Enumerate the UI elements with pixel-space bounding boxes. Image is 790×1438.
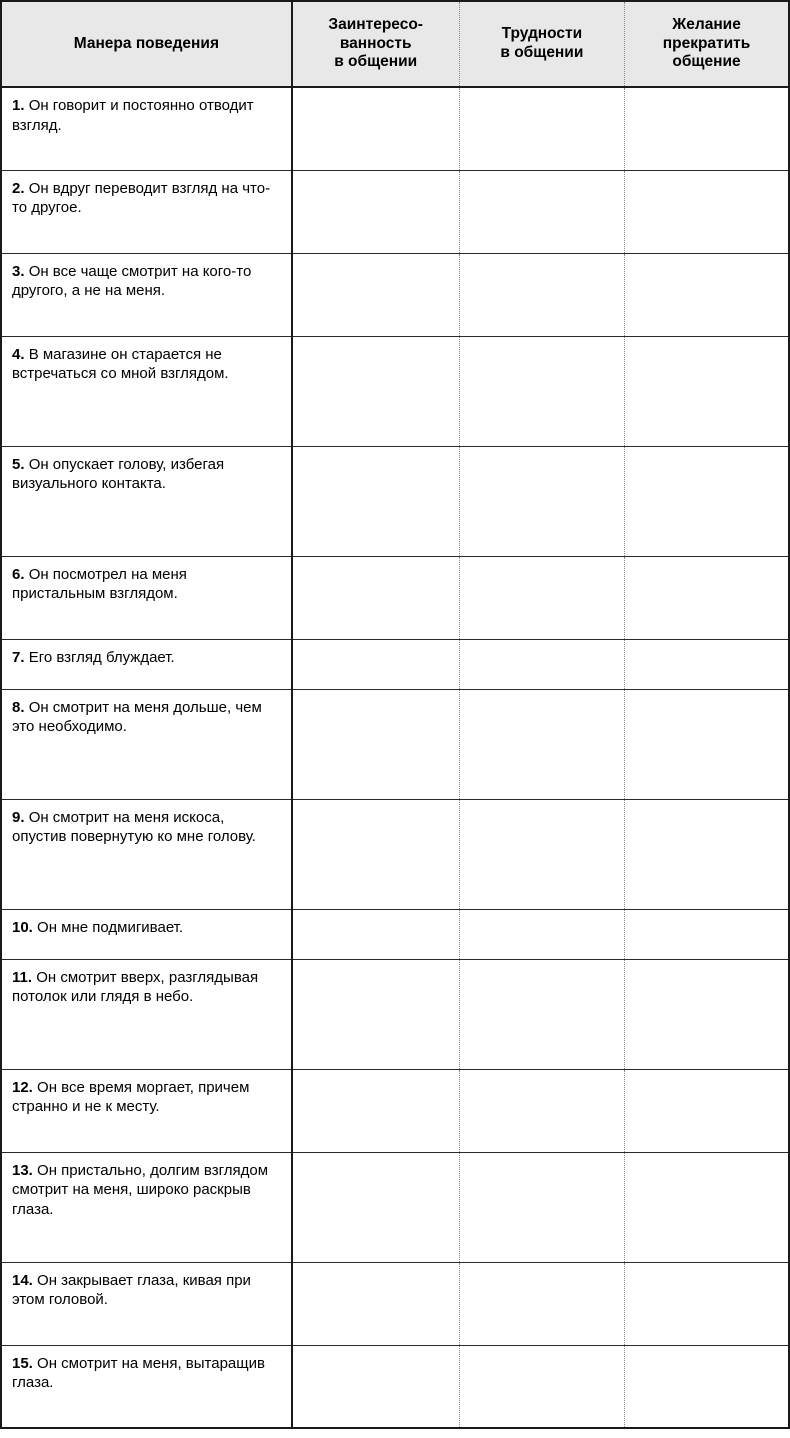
answer-cell-2[interactable] — [459, 170, 624, 253]
behaviour-item-cell — [1, 639, 292, 689]
table-row — [1, 556, 789, 639]
answer-cell-3[interactable] — [625, 1262, 789, 1345]
item-text: Он все чаще смотрит на кого-то другого, а не на меня. — [12, 262, 252, 299]
item-number: 12. — [12, 1078, 33, 1096]
answer-cell-2[interactable] — [459, 909, 624, 959]
item-text: Он смотрит на меня искоса, опустив повернутую ко мне голову. — [12, 808, 256, 845]
item-number: 6. — [12, 565, 25, 583]
answer-cell-1[interactable] — [292, 1069, 459, 1152]
table-head — [1, 1, 789, 87]
answer-cell-3[interactable] — [625, 253, 789, 336]
item-text: Он смотрит на меня, вытаращив глаза. — [12, 1354, 265, 1391]
table-row — [1, 1152, 789, 1262]
answer-cell-2[interactable] — [459, 446, 624, 556]
behaviour-item-cell — [1, 1069, 292, 1152]
answer-cell-3[interactable] — [625, 1152, 789, 1262]
answer-cell-1[interactable] — [292, 689, 459, 799]
table-row — [1, 1345, 789, 1428]
table-row — [1, 909, 789, 959]
answer-cell-2[interactable] — [459, 1069, 624, 1152]
answer-cell-2[interactable] — [459, 799, 624, 909]
behaviour-item-cell — [1, 799, 292, 909]
table-row — [1, 1069, 789, 1152]
answer-cell-3[interactable] — [625, 959, 789, 1069]
table-row — [1, 336, 789, 446]
answer-cell-1[interactable] — [292, 87, 459, 170]
behaviour-item-cell — [1, 446, 292, 556]
column-header-stop-wish: Желание прекратить общение — [625, 1, 789, 87]
behaviour-item-cell — [1, 253, 292, 336]
answer-cell-3[interactable] — [625, 689, 789, 799]
answer-cell-2[interactable] — [459, 253, 624, 336]
answer-cell-2[interactable] — [459, 959, 624, 1069]
item-text: Он смотрит на меня дольше, чем это необходимо. — [12, 698, 262, 735]
item-text: Он пристально, долгим взглядом смотрит на меня, широко раскрыв глаза. — [12, 1161, 269, 1218]
item-number: 3. — [12, 262, 25, 280]
column-header-difficulty: Трудности в общении — [459, 1, 624, 87]
answer-cell-3[interactable] — [625, 446, 789, 556]
answer-cell-1[interactable] — [292, 1345, 459, 1428]
answer-cell-1[interactable] — [292, 253, 459, 336]
item-text: Он мне подмигивает. — [37, 918, 184, 936]
answer-cell-2[interactable] — [459, 1152, 624, 1262]
item-text: Его взгляд блуждает. — [28, 648, 175, 666]
item-text: Он вдруг переводит взгляд на что-то другое. — [12, 179, 271, 216]
behaviour-item-cell — [1, 1262, 292, 1345]
answer-cell-3[interactable] — [625, 556, 789, 639]
item-number: 14. — [12, 1271, 33, 1289]
item-number: 8. — [12, 698, 25, 716]
answer-cell-1[interactable] — [292, 336, 459, 446]
answer-cell-2[interactable] — [459, 639, 624, 689]
table-row — [1, 87, 789, 170]
answer-cell-1[interactable] — [292, 1262, 459, 1345]
answer-cell-3[interactable] — [625, 87, 789, 170]
answer-cell-2[interactable] — [459, 556, 624, 639]
item-text: Он смотрит вверх, разглядывая потолок или глядя в небо. — [12, 968, 259, 1005]
item-number: 15. — [12, 1354, 33, 1372]
behaviour-item-cell — [1, 959, 292, 1069]
answer-cell-1[interactable] — [292, 909, 459, 959]
answer-cell-3[interactable] — [625, 1069, 789, 1152]
table-row — [1, 959, 789, 1069]
table-row — [1, 170, 789, 253]
item-number: 2. — [12, 179, 25, 197]
answer-cell-1[interactable] — [292, 170, 459, 253]
answer-cell-3[interactable] — [625, 170, 789, 253]
item-number: 9. — [12, 808, 25, 826]
column-header-interest: Заинтересо- ванность в общении — [292, 1, 459, 87]
answer-cell-3[interactable] — [625, 1345, 789, 1428]
answer-cell-2[interactable] — [459, 1262, 624, 1345]
table-header-row — [1, 1, 789, 87]
behaviour-item-cell — [1, 556, 292, 639]
item-text: В магазине он старается не встречаться со мной взглядом. — [12, 345, 229, 382]
answer-cell-2[interactable] — [459, 689, 624, 799]
table-row — [1, 639, 789, 689]
item-number: 4. — [12, 345, 25, 363]
column-header-behaviour: Манера поведения — [1, 1, 292, 87]
item-text: Он все время моргает, причем странно и не к месту. — [12, 1078, 250, 1115]
answer-cell-3[interactable] — [625, 639, 789, 689]
behaviour-item-cell — [1, 1152, 292, 1262]
answer-cell-2[interactable] — [459, 336, 624, 446]
answer-cell-2[interactable] — [459, 1345, 624, 1428]
item-number: 1. — [12, 97, 25, 114]
answer-cell-2[interactable] — [459, 87, 624, 170]
item-number: 5. — [12, 455, 25, 473]
table-row — [1, 799, 789, 909]
answer-cell-1[interactable] — [292, 959, 459, 1069]
item-text: Он закрывает глаза, кивая при этом головой. — [12, 1271, 251, 1308]
item-text: Он опускает голову, избегая визуального контакта. — [12, 455, 225, 492]
behaviour-item-cell — [1, 1345, 292, 1428]
table-row — [1, 446, 789, 556]
answer-cell-1[interactable] — [292, 446, 459, 556]
behaviour-item-cell — [1, 170, 292, 253]
item-number: 13. — [12, 1161, 33, 1179]
answer-cell-3[interactable] — [625, 336, 789, 446]
answer-cell-1[interactable] — [292, 556, 459, 639]
item-text: Он посмотрел на меня пристальным взглядом. — [12, 565, 187, 602]
table-body — [1, 87, 789, 1428]
table-row — [1, 1262, 789, 1345]
answer-cell-1[interactable] — [292, 1152, 459, 1262]
table-row — [1, 253, 789, 336]
item-number: 11. — [12, 968, 33, 986]
item-number: 10. — [12, 918, 33, 936]
behaviour-item-cell — [1, 909, 292, 959]
answer-cell-1[interactable] — [292, 639, 459, 689]
answer-cell-3[interactable] — [625, 909, 789, 959]
behaviour-item-cell — [1, 689, 292, 799]
answer-cell-1[interactable] — [292, 799, 459, 909]
table-row — [1, 689, 789, 799]
item-number: 7. — [12, 648, 25, 666]
answer-cell-3[interactable] — [625, 799, 789, 909]
item-text: Он говорит и постоянно отводит взгляд. — [12, 97, 254, 134]
behaviour-item-cell — [1, 87, 292, 170]
behaviour-item-cell — [1, 336, 292, 446]
